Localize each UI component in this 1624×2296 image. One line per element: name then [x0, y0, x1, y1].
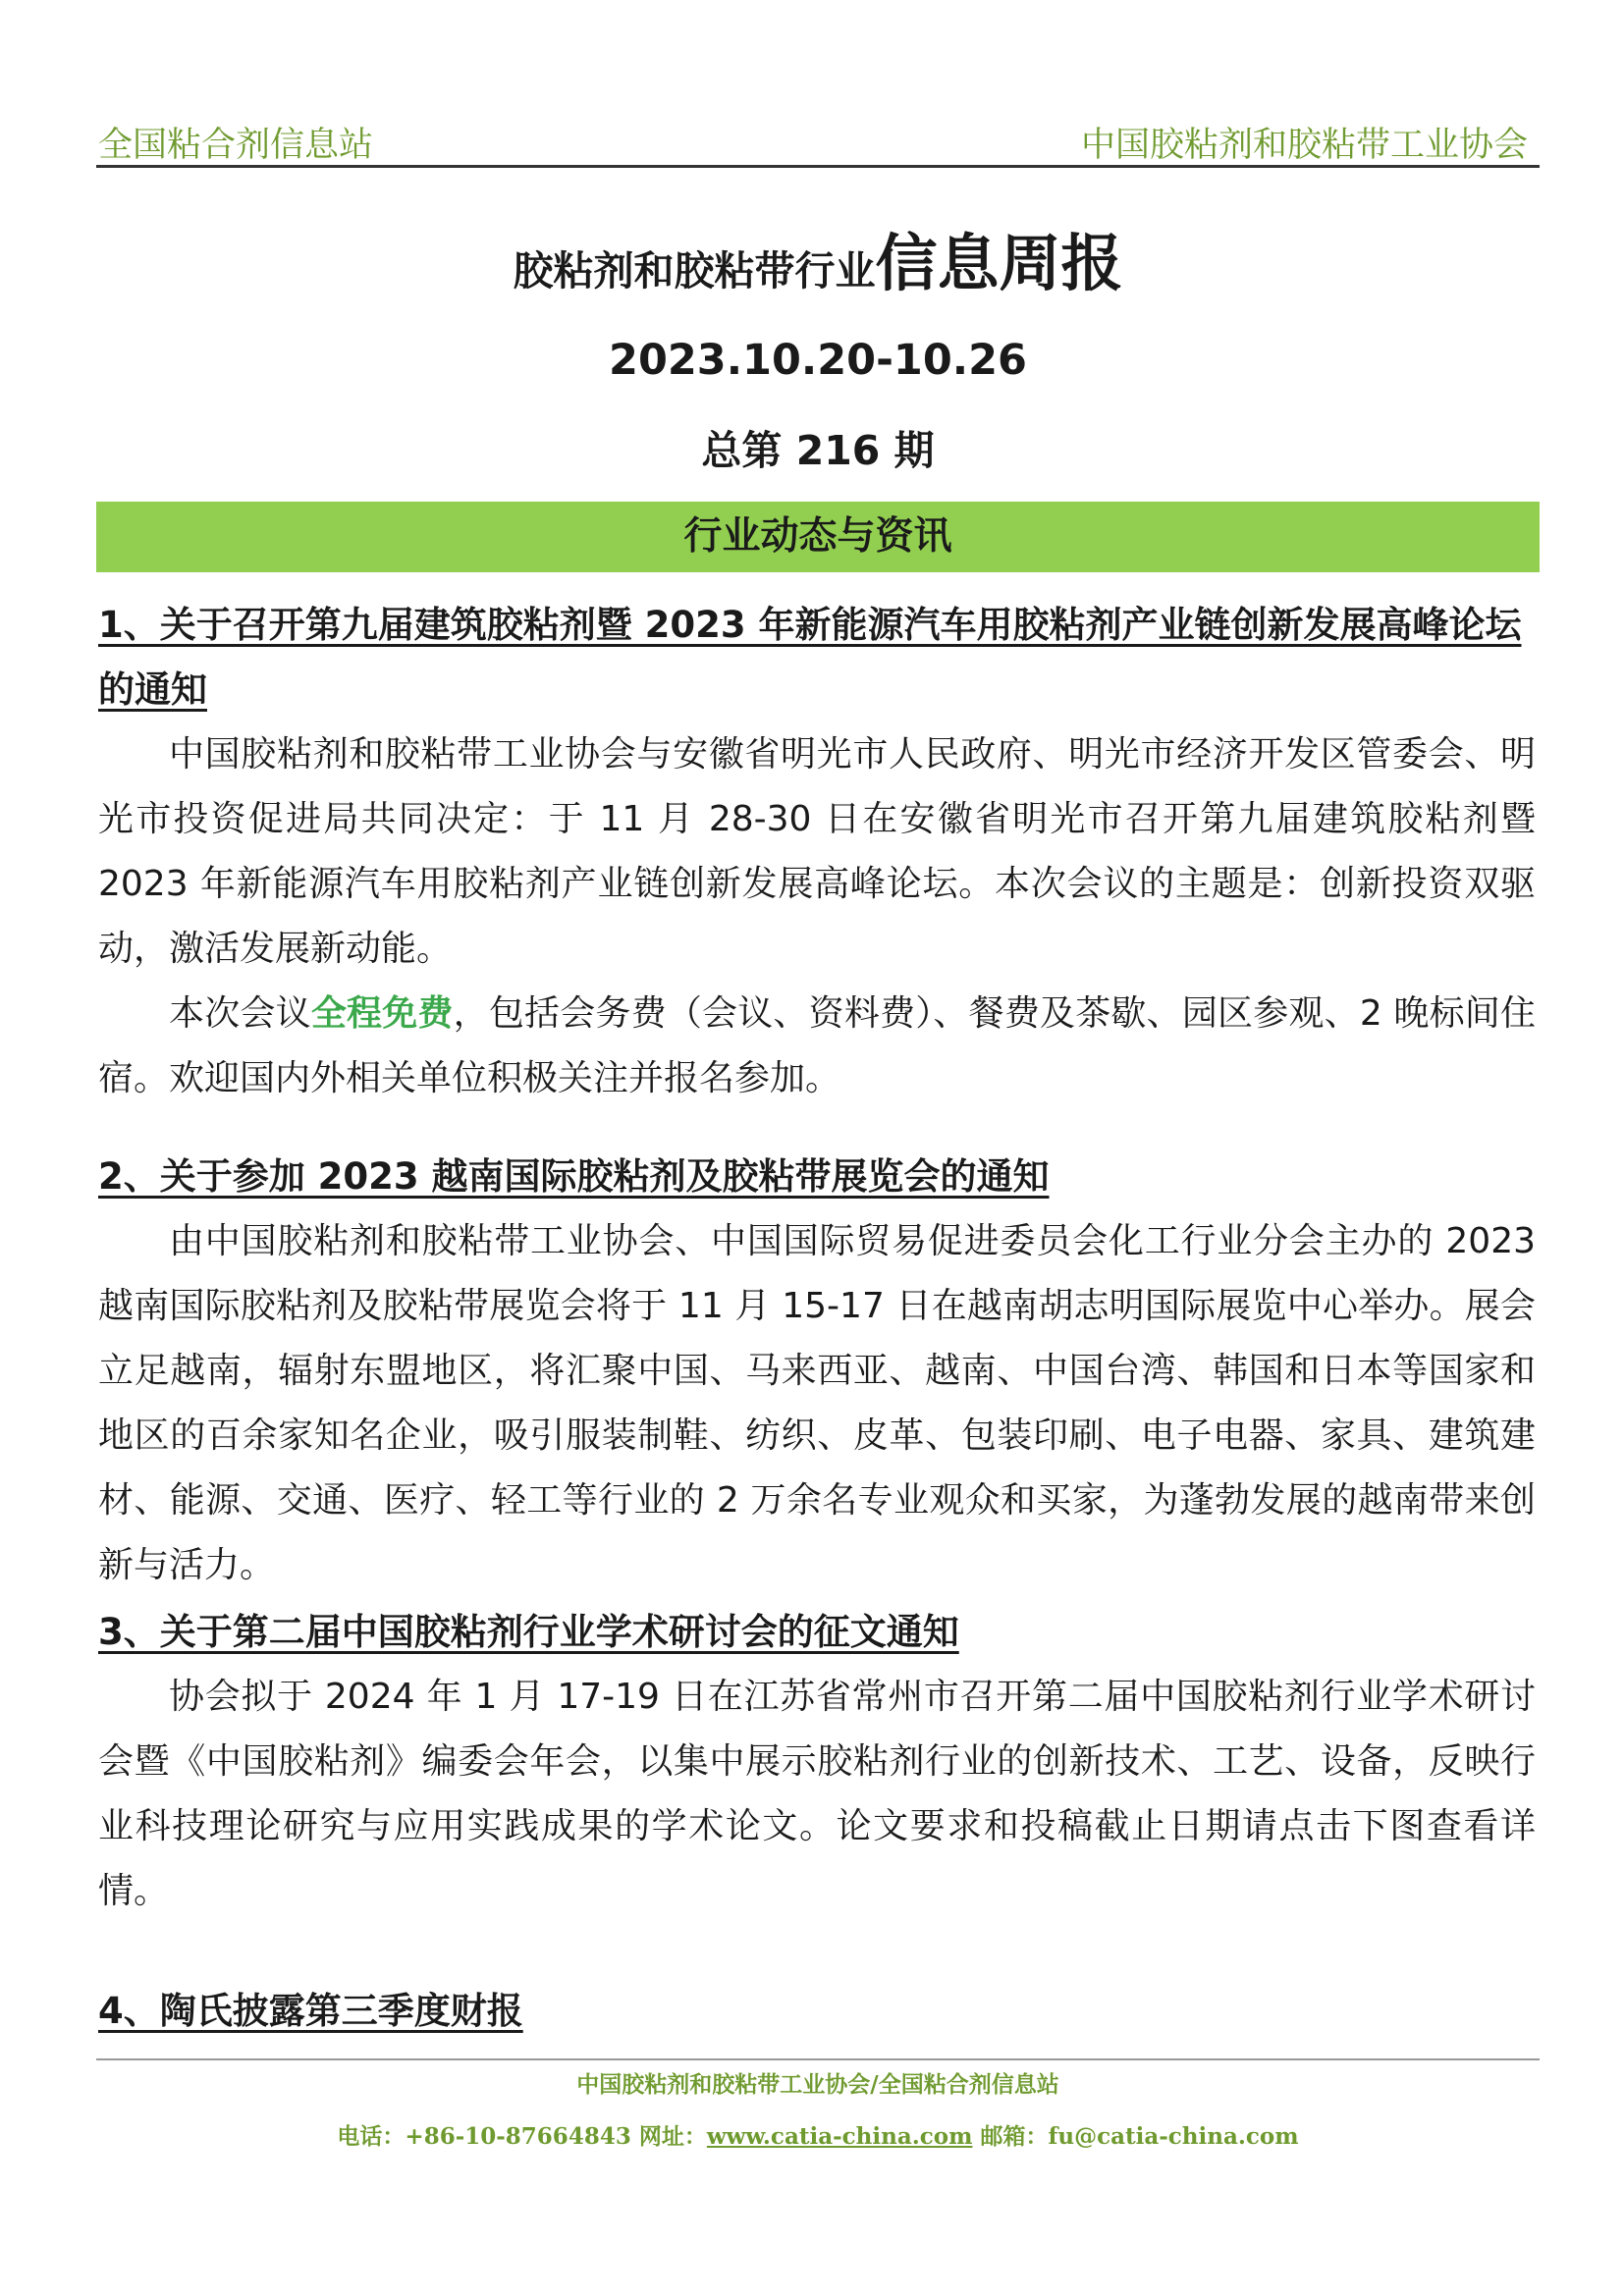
- article-2-heading[interactable]: 2、关于参加 2023 越南国际胶粘剂及胶粘带展览会的通知: [98, 1155, 1050, 1198]
- phone-label: 电话：: [337, 2123, 406, 2150]
- article-1: [98, 593, 1536, 1111]
- footer-organization: 中国胶粘剂和胶粘带工业协会/全国粘合剂信息站: [576, 2071, 1059, 2098]
- email-address[interactable]: fu@catia-china.com: [1048, 2123, 1299, 2150]
- article-1-heading[interactable]: 1、关于召开第九届建筑胶粘剂暨 2023 年新能源汽车用胶粘剂产业链创新发展高峰论坛的通知: [98, 604, 1522, 711]
- date-range: 2023.10.20-10.26: [609, 336, 1027, 385]
- article-2-paragraph-1: 由中国胶粘剂和胶粘带工业协会、中国国际贸易促进委员会化工行业分会主办的 2023 越南国际胶粘剂及胶粘带展览会将于 11 月 15-17 日在越南胡志明国际展览中心举办。展会立足越南，辐射东盟地区，将汇聚中国、马来西亚、越南、中国台湾、韩国和日本等国家和地区的百余家知名企业，吸引服装制鞋、纺织、皮革、包装印刷、电子电器、家具、建筑建材、能源、交通、医疗、轻工等行业的 2 万余名专业观众和买家，为蓬勃发展的越南带来创新与活力。: [98, 1221, 1536, 1585]
- email-label: 邮箱：: [980, 2123, 1049, 2150]
- website-link[interactable]: www.catia-china.com: [706, 2123, 973, 2150]
- free-highlight: 全程免费: [310, 993, 454, 1034]
- title-main: 信息周报: [875, 228, 1123, 299]
- article-4-heading[interactable]: 4、陶氏披露第三季度财报: [98, 1990, 523, 2032]
- article-1-p2-before: 本次会议: [169, 993, 311, 1034]
- header-left-site: 全国粘合剂信息站: [98, 126, 374, 165]
- phone-number: +86-10-87664843: [405, 2123, 631, 2150]
- article-3-paragraph-1: 协会拟于 2024 年 1 月 17-19 日在江苏省常州市召开第二届中国胶粘剂行业学术研讨会暨《中国胶粘剂》编委会年会，以集中展示胶粘剂行业的创新技术、工艺、设备，反映行业科技理论研究与应用实践成果的学术论文。论文要求和投稿截止日期请点击下图查看详情。: [98, 1677, 1536, 1911]
- article-4: [98, 1979, 1536, 2044]
- header-right-association: 中国胶粘剂和胶粘带工业协会: [1080, 126, 1528, 165]
- article-3: [98, 1600, 1536, 1924]
- running-header: [96, 114, 1540, 168]
- article-1-paragraph-2: [98, 982, 1536, 1111]
- article-3-heading[interactable]: 3、关于第二届中国胶粘剂行业学术研讨会的征文通知: [98, 1611, 959, 1653]
- article-2: [98, 1145, 1536, 1598]
- title-prefix: 胶粘剂和胶粘带行业: [513, 247, 876, 294]
- report-title: [96, 214, 1540, 303]
- footer-contact: [96, 2118, 1540, 2151]
- section-banner: 行业动态与资讯: [96, 502, 1540, 572]
- footer-divider: [96, 2058, 1540, 2060]
- issue-number: 总第 216 期: [701, 427, 935, 474]
- website-label: 网址：: [638, 2123, 707, 2150]
- article-1-p2-after: ，包括会务费（会议、资料费）、餐费及茶歇、园区参观、2 晚标间住宿。欢迎国内外相关单位积极关注并报名参加。: [98, 993, 1536, 1098]
- article-1-paragraph-1: 中国胶粘剂和胶粘带工业协会与安徽省明光市人民政府、明光市经济开发区管委会、明光市投资促进局共同决定：于 11 月 28-30 日在安徽省明光市召开第九届建筑胶粘剂暨 2023 年新能源汽车用胶粘剂产业链创新发展高峰论坛。本次会议的主题是：创新投资双驱动，激活发展新动能。: [98, 734, 1536, 969]
